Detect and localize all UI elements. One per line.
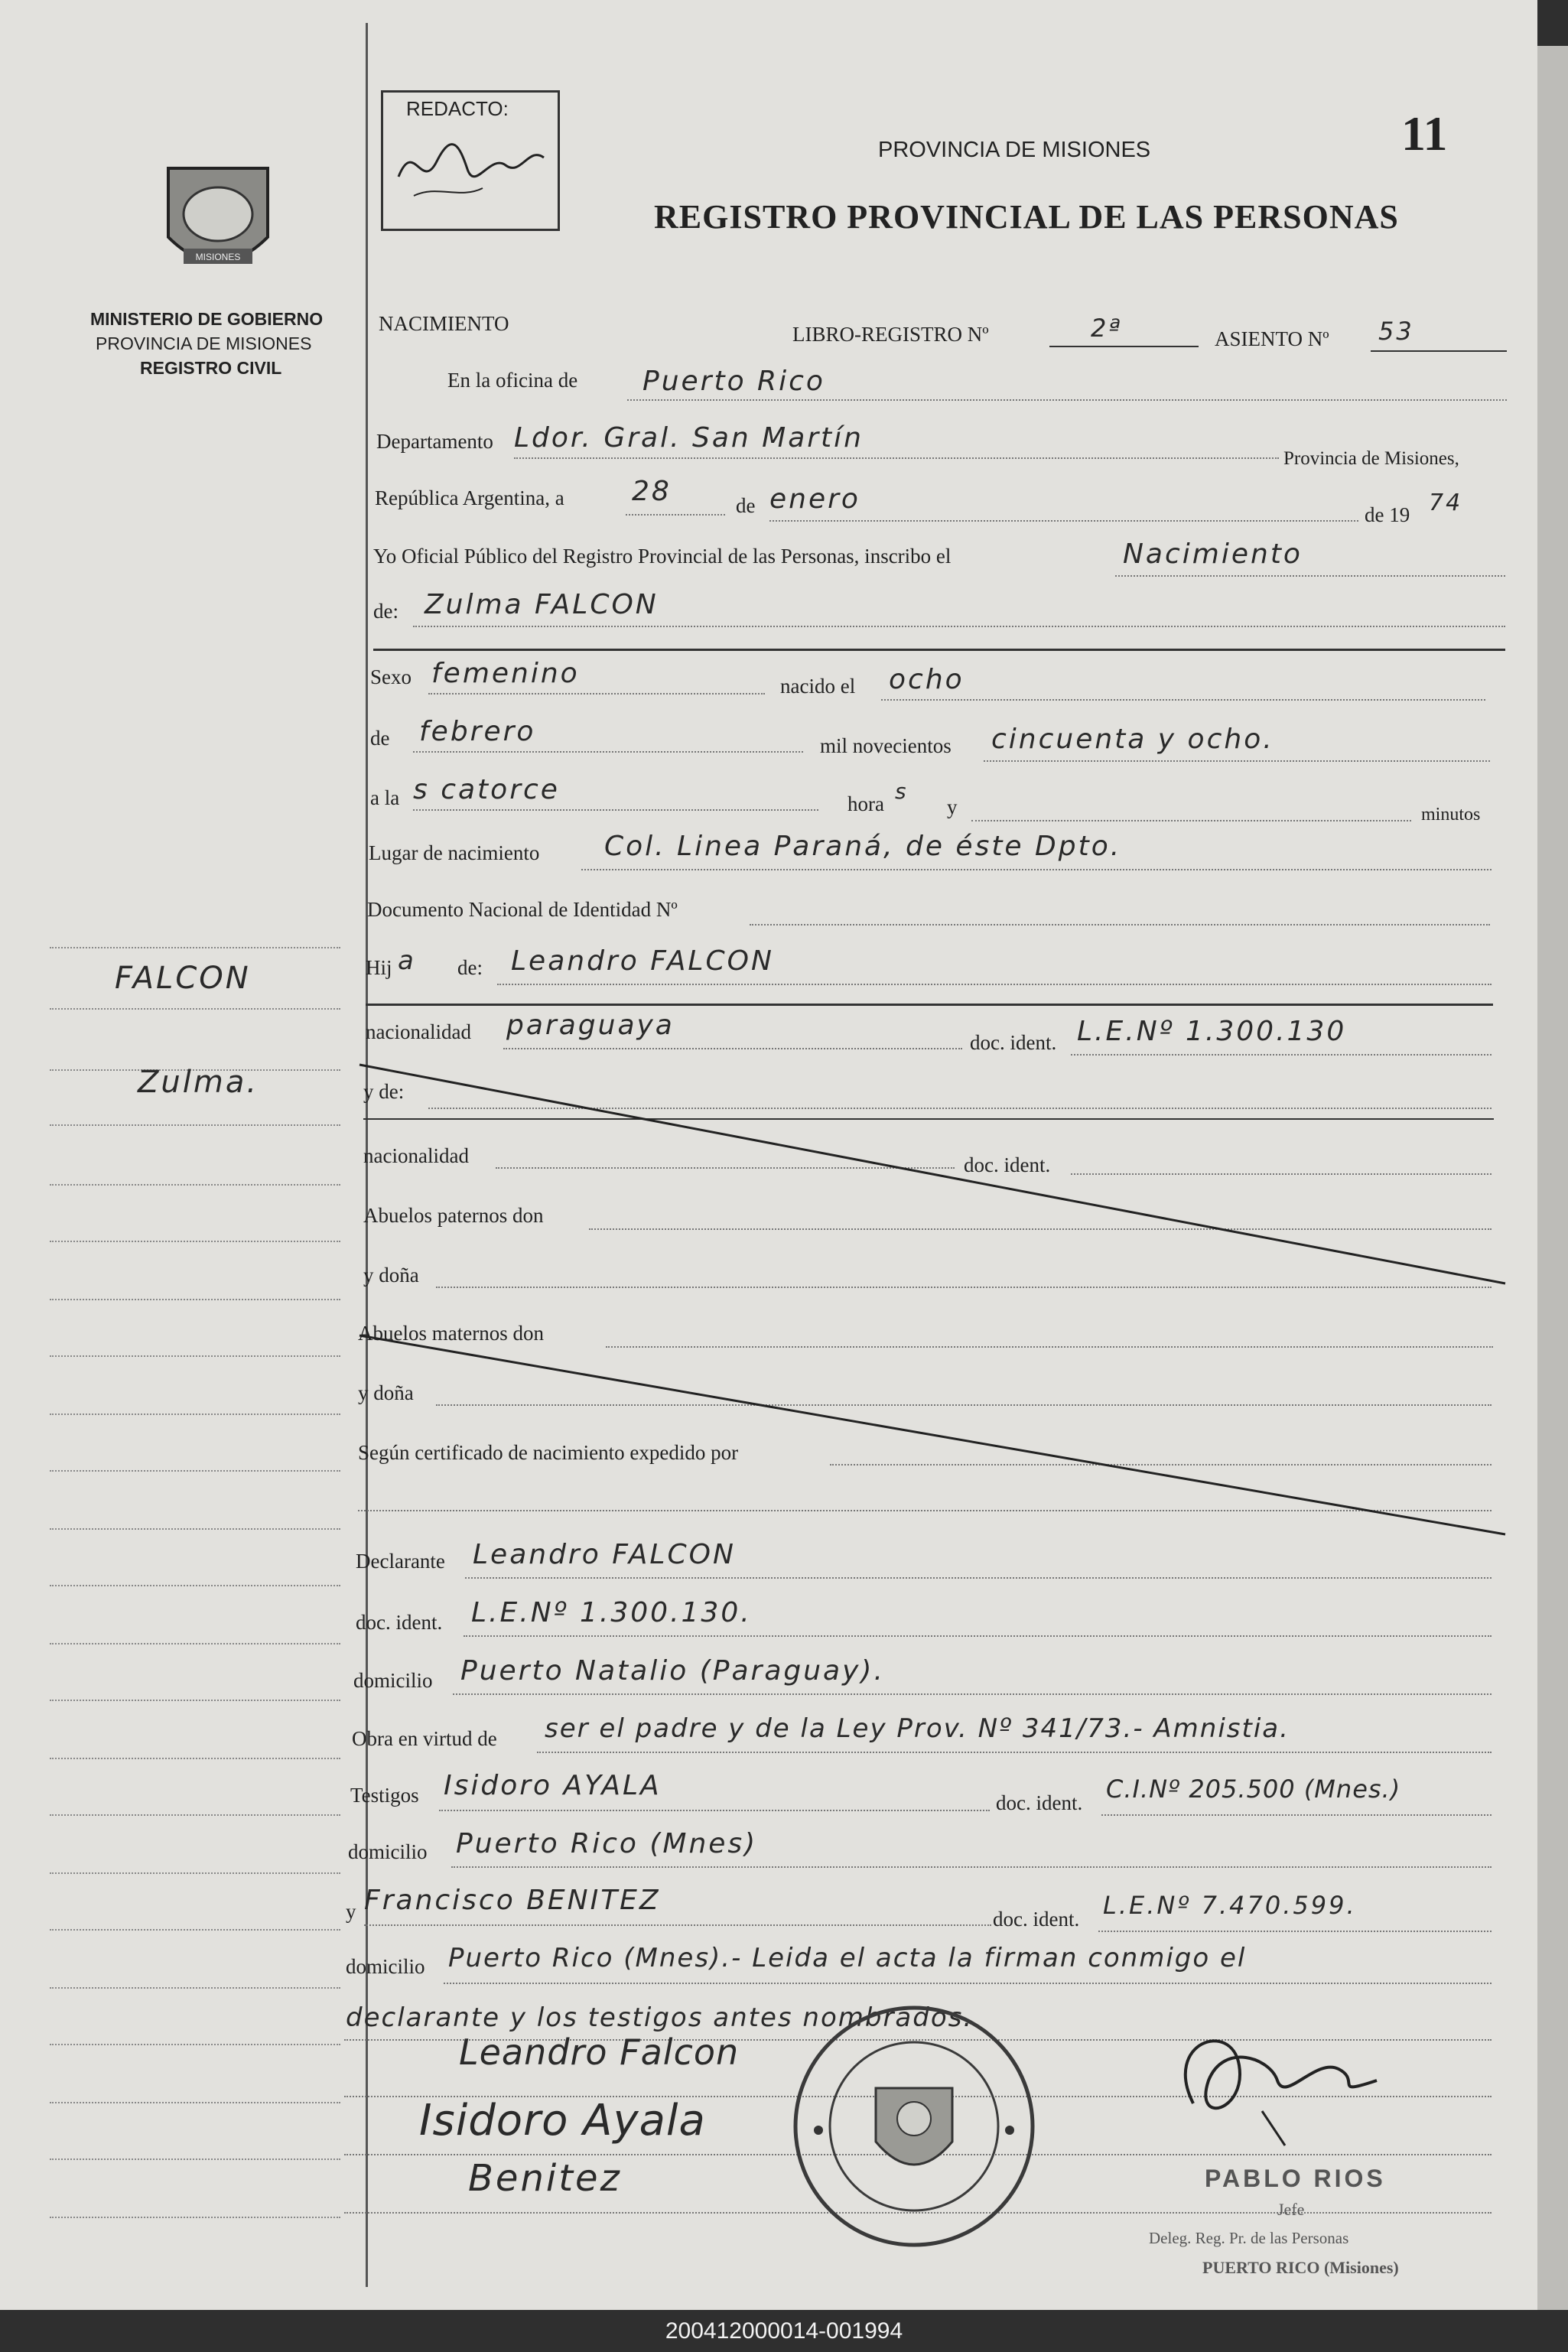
declarante-doc-label: doc. ident. [356,1611,443,1634]
y-dona-label: y doña [363,1264,419,1287]
margin-line [50,1643,340,1644]
signature-witness-1: Isidoro Ayala [419,2096,706,2145]
birth-month-value: febrero [419,716,536,747]
province-heading: PROVINCIA DE MISIONES [878,138,1151,162]
hij-de-label: de: [457,956,483,979]
domicilio-3-label: domicilio [346,1955,425,1978]
abuelos-maternos-label: Abuelos maternos don [358,1322,544,1345]
official-unit: Deleg. Reg. Pr. de las Personas [1149,2229,1349,2247]
declarante-value: Leandro FALCON [473,1539,736,1570]
day-value: 28 [632,476,672,507]
provincia-suffix: Provincia de Misiones, [1283,448,1459,469]
ala-label: a la [370,786,400,809]
margin-line [50,1872,340,1874]
sexo-value: femenino [431,658,580,689]
registry-title: REGISTRO PROVINCIAL DE LAS PERSONAS [654,198,1399,236]
nacionalidad-label: nacionalidad [366,1020,471,1043]
birth-year-value: cincuenta y ocho. [991,724,1274,755]
departamento-value: Ldor. Gral. San Martín [514,422,864,454]
page-edge [1537,46,1568,2310]
left-province-label: PROVINCIA DE MISIONES [96,333,312,353]
domicilio-3-value: Puerto Rico (Mnes).- Leida el acta la firman conmigo el [448,1943,1247,1973]
y-dona-2-label: y doña [358,1381,414,1404]
official-place: PUERTO RICO (Misiones) [1202,2258,1399,2277]
margin-line [50,1700,340,1701]
asiento-label: ASIENTO Nº [1215,327,1329,350]
civil-registry-label: REGISTRO CIVIL [140,358,282,378]
obra-label: Obra en virtud de [352,1727,497,1750]
testigo1-doc-label: doc. ident. [996,1791,1083,1814]
margin-line [50,1929,340,1931]
signature-declarante: Leandro Falcon [459,2032,740,2073]
testigo2-value: Francisco BENITEZ [364,1885,661,1916]
docident2-label: doc. ident. [964,1153,1051,1176]
dni-label: Documento Nacional de Identidad Nº [367,898,678,921]
margin-surname: FALCON [115,961,251,996]
nacido-label: nacido el [780,675,856,698]
declarante-label: Declarante [356,1550,445,1573]
libro-label: LIBRO-REGISTRO Nº [792,323,989,346]
lugar-value: Col. Linea Paraná, de éste Dpto. [604,831,1122,862]
nacionalidad-value: paraguaya [506,1010,675,1041]
domicilio-2-label: domicilio [348,1840,428,1863]
section-label: NACIMIENTO [379,312,509,335]
hora-label: hora [847,792,884,815]
margin-line [50,2044,340,2045]
official-title: Jefe [1277,2200,1305,2219]
abuelos-paternos-label: Abuelos paternos don [363,1204,544,1227]
page-number: 11 [1401,106,1448,161]
hora-suffix: s [895,779,909,804]
redacto-label: REDACTO: [406,97,509,120]
testigo2-doc-label: doc. ident. [993,1908,1080,1931]
file-id-footer: 200412000014-001994 [0,2310,1568,2352]
testigo1-value: Isidoro AYALA [444,1770,662,1801]
margin-name: Zulma. [138,1065,259,1100]
y-label: y [947,795,958,818]
hij-suffix: a [398,945,416,976]
name-value: Zulma FALCON [425,589,659,620]
asiento-value: 53 [1378,317,1414,346]
nacionalidad2-label: nacionalidad [363,1144,469,1167]
margin-line [50,1814,340,1816]
de-label-3: de [370,727,390,750]
oficina-label: En la oficina de [447,369,578,392]
domicilio-label: domicilio [353,1669,433,1692]
inscribo-value: Nacimiento [1123,538,1303,570]
month-value: enero [769,483,860,515]
official-name: PABLO RIOS [1205,2165,1386,2192]
margin-line [50,1987,340,1989]
signature-witness-2: Benitez [468,2157,622,2200]
lugar-label: Lugar de nacimiento [369,841,540,864]
mil-label: mil novecientos [820,734,952,757]
closing-line: declarante y los testigos antes nombrados. [346,2002,974,2033]
domicilio-2-value: Puerto Rico (Mnes) [456,1828,758,1859]
margin-line [50,2158,340,2160]
margin-line [50,2102,340,2103]
father-value: Leandro FALCON [511,945,774,977]
departamento-label: Departamento [376,430,493,453]
oficial-text: Yo Oficial Público del Registro Provincial de las Personas, inscribo el [373,545,952,568]
de-year-label: de 19 [1365,503,1410,526]
margin-line [50,2217,340,2218]
libro-value: 2ª [1091,314,1123,343]
testigo2-doc-value: L.E.Nº 7.470.599. [1103,1891,1357,1920]
y-de-label: y de: [363,1080,405,1103]
nacido-value: ocho [889,664,965,695]
father-doc-value: L.E.Nº 1.300.130 [1077,1016,1347,1047]
domicilio-value: Puerto Natalio (Paraguay). [460,1655,885,1687]
de-label-2: de: [373,600,399,623]
docident-label: doc. ident. [970,1031,1057,1054]
republica-label: República Argentina, a [375,486,564,509]
margin-line [50,1758,340,1759]
official-signature [1147,2012,1392,2149]
segun-label: Según certificado de nacimiento expedido por [358,1441,739,1464]
sexo-label: Sexo [370,665,412,688]
testigo1-doc-value: C.I.Nº 205.500 (Mnes.) [1106,1775,1401,1804]
hora-value: s catorce [413,774,560,805]
official-seal-icon [788,1996,1040,2256]
coat-of-arms-label: MISIONES [195,252,241,262]
declarante-doc-value: L.E.Nº 1.300.130. [471,1597,752,1628]
hij-label: Hij [366,956,392,979]
testigos-label: Testigos [350,1784,419,1807]
minutos-label: minutos [1421,805,1481,825]
ministry-label: MINISTERIO DE GOBIERNO [90,309,324,329]
y-label-2: y [346,1900,356,1923]
oficina-value: Puerto Rico [642,366,825,397]
year-value: 74 [1429,490,1463,516]
obra-value: ser el padre y de la Ley Prov. Nº 341/73.- Amnistia. [545,1713,1290,1744]
de-label: de [736,494,756,517]
